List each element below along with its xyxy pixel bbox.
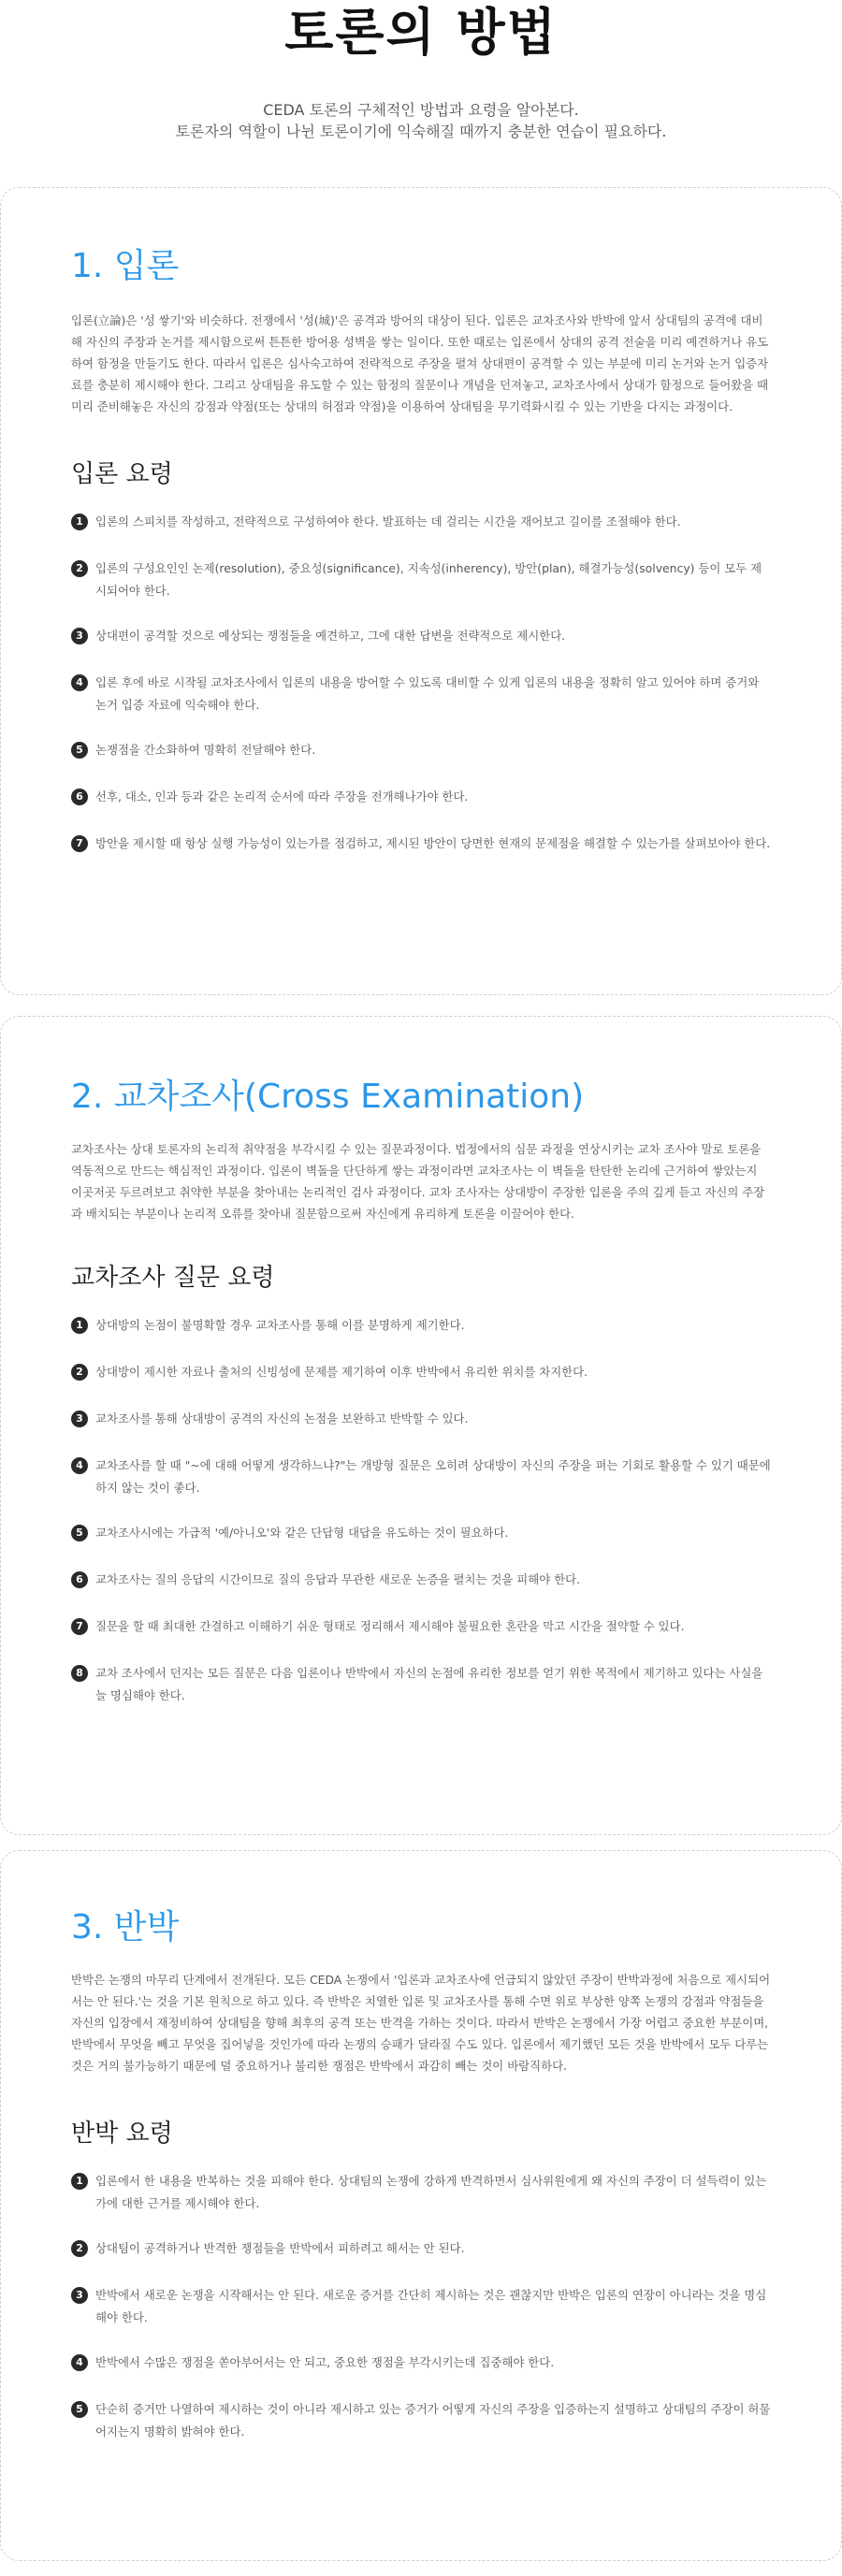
list-item-text: 방안을 제시할 때 항상 실행 가능성이 있는가를 점검하고, 제시된 방안이 당면한 현재의 문제점을 해결할 수 있는가를 살펴보아야 한다. — [95, 836, 771, 850]
list-item-text: 교차조사시에는 가급적 '예/아니오'와 같은 단답형 대답을 유도하는 것이 필요하다. — [95, 1526, 509, 1540]
list-item-text: 상대팀이 공격하거나 반격한 쟁점들을 반박에서 피하려고 해서는 안 된다. — [95, 2241, 465, 2255]
list-item — [71, 1408, 771, 1432]
section-intro: 반박은 논쟁의 마무리 단계에서 전개된다. 모든 CEDA 논쟁에서 '입론과 교차조사에 언급되지 않았던 주장이 반박과정에 처음으로 제시되어서는 안 된다.'는 것을 기본 원칙으로 하고 있다. 즉 반박은 치열한 입론 및 교차조사를 통해 수면 위로 부상한 양쪽 논쟁의 강점과 약점들을 자신의 입장에서 재정비하여 상대팀을 향해 최후의 공격 또는 반격을 가하는 것이다. 따라서 반박은 논쟁에서 가장 어렵고 중요한 부분이며, 반박에서 무엇을 빼고 무엇을 집어넣을 것인가에 따라 논쟁의 승패가 달라질 수도 있다. 입론에서 제기했던 모든 것을 반박에서 모두 다루는 것은 거의 불가능하기 때문에 덜 중요하거나 불리한 쟁점은 반박에서 과감히 빼는 것이 바람직하다. — [71, 1973, 771, 2073]
list-item-text: 입론의 스피치를 작성하고, 전략적으로 구성하여야 한다. 발표하는 데 걸리는 시간을 재어보고 길이를 조절해야 한다. — [95, 514, 681, 528]
list-item — [71, 1615, 771, 1640]
section-subheading: 입론 요령 — [71, 460, 173, 488]
number-badge: 3 — [71, 1411, 88, 1427]
list-item-text: 입론 후에 바로 시작될 교차조사에서 입론의 내용을 방어할 수 있도록 대비할 수 있게 입론의 내용을 정확히 알고 있어야 하며 증거와 논거 입증 자료에 익숙해야 한다. — [95, 675, 760, 712]
list-item — [71, 1569, 771, 1593]
list-item-text: 상대방의 논점이 불명확할 경우 교차조사를 통해 이를 분명하게 제기한다. — [95, 1318, 465, 1332]
list-item-text: 교차조사를 통해 상대방이 공격의 자신의 논점을 보완하고 반박할 수 있다. — [95, 1411, 469, 1425]
list-item — [71, 786, 771, 810]
list-item-text: 교차조사는 질의 응답의 시간이므로 질의 응답과 무관한 새로운 논증을 펼치는 것을 피해야 한다. — [95, 1572, 581, 1586]
list-item — [71, 2284, 771, 2329]
number-badge: 2 — [71, 1364, 88, 1381]
list-item — [71, 625, 771, 649]
list-item — [71, 739, 771, 763]
tips-list — [71, 2170, 771, 2443]
list-item — [71, 1454, 771, 1499]
section-intro: 입론(立論)은 '성 쌓기'와 비슷하다. 전쟁에서 '성(城)'은 공격과 방어의 대상이 된다. 입론은 교차조사와 반박에 앞서 상대팀의 공격에 대비해 자신의 주장과 논거를 제시함으로써 튼튼한 방어용 성벽을 쌓는 일이다. 또한 때로는 입론에서 상대의 공격 전술을 미리 예견하거나 유도하여 함정을 만들기도 한다. 따라서 입론은 심사숙고하여 전략적으로 주장을 펼쳐 상대편이 공격할 수 있는 부분에 미리 논거와 논거 입증자료를 충분히 제시해야 한다. 그리고 상대팀을 유도할 수 있는 함정의 질문이나 개념을 던져놓고, 교차조사에서 상대가 함정으로 들어왔을 때 미리 준비해놓은 자신의 강점과 약점(또는 상대의 허점과 약점)을 이용하여 상대팀을 무기력화시킬 수 있는 기반을 다지는 과정이다. — [71, 313, 769, 413]
list-item-text: 교차 조사에서 던지는 모든 질문은 다음 입론이나 반박에서 자신의 논점에 유리한 정보를 얻기 위한 목적에서 제기하고 있다는 사실을 늘 명심해야 한다. — [95, 1666, 763, 1702]
page-subtitle — [0, 99, 842, 142]
list-item — [71, 2237, 771, 2262]
list-item — [71, 672, 771, 716]
list-item-text: 단순히 증거만 나열하여 제시하는 것이 아니라 제시하고 있는 증거가 어떻게 자신의 주장을 입증하는지 설명하고 상대팀의 주장이 허물어지는지 명확히 밝혀야 한다. — [95, 2402, 771, 2439]
section-title: 2. 교차조사(Cross Examination) — [71, 1078, 585, 1116]
number-badge: 4 — [71, 674, 88, 691]
list-item — [71, 2170, 771, 2215]
list-item-text: 논쟁점을 간소화하여 명확히 전달해야 한다. — [95, 743, 316, 757]
number-badge: 6 — [71, 789, 88, 805]
list-item-text: 반박에서 새로운 논쟁을 시작해서는 안 된다. 새로운 증거를 간단히 제시하는 것은 괜찮지만 반박은 입론의 연장이 아니라는 것을 명심해야 한다. — [95, 2288, 767, 2324]
section-card-opening — [0, 187, 842, 995]
number-badge: 7 — [71, 1618, 88, 1635]
list-item — [71, 2352, 771, 2376]
page-title: 토론의 방법 — [284, 3, 558, 62]
section-subheading: 반박 요령 — [71, 2120, 173, 2148]
list-item — [71, 557, 771, 602]
list-item — [71, 1314, 771, 1339]
number-badge: 3 — [71, 628, 88, 644]
number-badge: 5 — [71, 2401, 88, 2418]
number-badge: 4 — [71, 2354, 88, 2371]
number-badge: 2 — [71, 2240, 88, 2257]
section-title: 1. 입론 — [71, 247, 180, 285]
number-badge: 8 — [71, 1665, 88, 1682]
list-item — [71, 1522, 771, 1546]
section-card-rebuttal — [0, 1850, 842, 2561]
section-title: 3. 반박 — [71, 1908, 180, 1946]
list-item-text: 반박에서 수많은 쟁점을 쏟아부어서는 안 되고, 중요한 쟁점을 부각시키는데 집중해야 한다. — [95, 2355, 555, 2369]
list-item — [71, 2398, 771, 2443]
tips-list — [71, 511, 771, 857]
list-item-text: 질문을 할 때 최대한 간결하고 이해하기 쉬운 형태로 정리해서 제시해야 불필요한 혼란을 막고 시간을 절약할 수 있다. — [95, 1619, 685, 1633]
hero-header — [0, 0, 842, 187]
list-item — [71, 511, 771, 535]
number-badge: 7 — [71, 835, 88, 852]
list-item-text: 입론에서 한 내용을 반복하는 것을 피해야 한다. 상대팀의 논쟁에 강하게 반격하면서 심사위원에게 왜 자신의 주장이 더 설득력이 있는가에 대한 근거를 제시해야 한다. — [95, 2174, 767, 2210]
number-badge: 1 — [71, 1317, 88, 1334]
number-badge: 2 — [71, 560, 88, 577]
list-item — [71, 1662, 771, 1707]
subtitle-line-2: 토론자의 역할이 나뉜 토론이기에 익숙해질 때까지 충분한 연습이 필요하다. — [175, 123, 667, 140]
list-item-text: 상대방이 제시한 자료나 출처의 신빙성에 문제를 제기하여 이후 반박에서 유리한 위치를 차지한다. — [95, 1365, 588, 1379]
section-subheading: 교차조사 질문 요령 — [71, 1264, 275, 1292]
list-item-text: 입론의 구성요인인 논제(resolution), 중요성(significance), 지속성(inherency), 방안(plan), 해결가능성(solvency) 등이 모두 제시되어야 한다. — [95, 561, 762, 598]
list-item-text: 상대편이 공격할 것으로 예상되는 쟁점들을 예견하고, 그에 대한 답변을 전략적으로 제시한다. — [95, 629, 566, 643]
list-item-text: 선후, 대소, 인과 등과 같은 논리적 순서에 따라 주장을 전개해나가야 한다. — [95, 789, 469, 803]
list-item — [71, 832, 771, 857]
number-badge: 3 — [71, 2287, 88, 2304]
number-badge: 4 — [71, 1457, 88, 1474]
section-intro: 교차조사는 상대 토론자의 논리적 취약점을 부각시킬 수 있는 질문과정이다. 법정에서의 심문 과정을 연상시키는 교차 조사야 말로 토론을 역동적으로 만드는 핵심적인 과정이다. 입론이 벽돌을 단단하게 쌓는 과정이라면 교차조사는 이 벽돌을 탄탄한 논리에 근거하여 쌓았는지 이곳저곳 두르려보고 취약한 부분을 찾아내는 논리적인 검사 과정이다. 교차 조사자는 상대방이 주장한 입론을 주의 깊게 듣고 자신의 주장과 배치되는 부분이나 논리적 오류를 찾아내 질문함으로써 자신에게 유리하게 토론을 이끌어야 한다. — [71, 1142, 765, 1221]
list-item — [71, 1361, 771, 1385]
section-card-cross-examination — [0, 1016, 842, 1835]
number-badge: 1 — [71, 514, 88, 530]
subtitle-line-1: CEDA 토론의 구체적인 방법과 요령을 알아본다. — [263, 101, 579, 119]
tips-list — [71, 1314, 771, 1707]
number-badge: 5 — [71, 742, 88, 759]
number-badge: 1 — [71, 2173, 88, 2190]
number-badge: 5 — [71, 1525, 88, 1541]
list-item-text: 교차조사를 할 때 "~에 대해 어떻게 생각하느냐?"는 개방형 질문은 오히려 상대방이 자신의 주장을 펴는 기회로 활용할 수 있기 때문에 하지 않는 것이 좋다. — [95, 1458, 771, 1495]
number-badge: 6 — [71, 1571, 88, 1588]
